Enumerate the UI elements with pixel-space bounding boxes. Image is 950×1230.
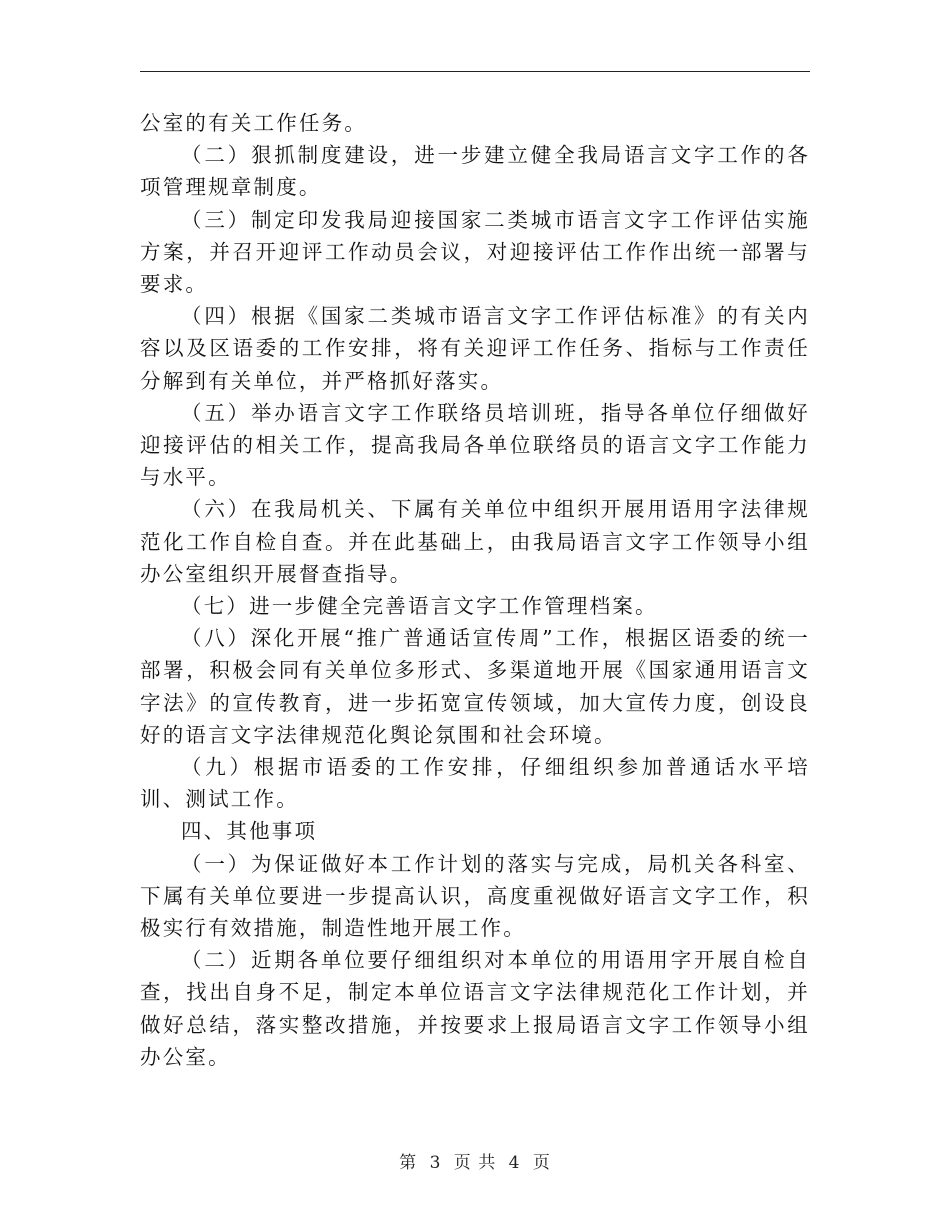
paragraph: （二）狠抓制度建设，进一步建立健全我局语言文字工作的各项管理规章制度。 — [140, 143, 810, 200]
paragraph: （一）为保证做好本工作计划的落实与完成，局机关各科室、下属有关单位要进一步提高认识，高度重视做好语言文字工作，积极实行有效措施，制造性地开展工作。 — [140, 851, 810, 941]
footer-middle: 页 共 — [453, 1153, 497, 1173]
document-body — [140, 107, 810, 1073]
current-page-number: 3 — [429, 1153, 442, 1173]
paragraph: 公室的有关工作任务。 — [140, 111, 367, 135]
paragraph: （四）根据《国家二类城市语言文字工作评估标准》的有关内容以及区语委的工作安排，将有关迎评工作任务、指标与工作责任分解到有关单位，并严格抓好落实。 — [140, 304, 810, 393]
paragraph: （九）根据市语委的工作安排，仔细组织参加普通话水平培训、测试工作。 — [140, 755, 810, 812]
footer-prefix: 第 — [399, 1153, 418, 1173]
paragraph: （三）制定印发我局迎接国家二类城市语言文字工作评估实施方案，并召开迎评工作动员会议，对迎接评估工作作出统一部署与要求。 — [140, 207, 810, 297]
paragraph: （二）近期各单位要仔细组织对本单位的用语用字开展自检自查，找出自身不足，制定本单位语言文字法律规范化工作计划，并做好总结，落实整改措施，并按要求上报局语言文字工作领导小组办公室。 — [140, 948, 810, 1069]
paragraph: （六）在我局机关、下属有关单位中组织开展用语用字法律规范化工作自检自查。并在此基础上，由我局语言文字工作领导小组办公室组织开展督查指导。 — [140, 497, 810, 586]
total-pages-number: 4 — [508, 1153, 521, 1173]
paragraph: （八）深化开展“推广普通话宣传周”工作，根据区语委的统一部署，积极会同有关单位多形式、多渠道地开展《国家通用语言文字法》的宣传教育，进一步拓宽宣传领域，加大宣传力度，创设良好的语言文字法律规范化舆论氛围和社会环境。 — [140, 626, 810, 747]
page-number-footer — [0, 1148, 950, 1173]
footer-suffix: 页 — [532, 1153, 551, 1173]
paragraph: （七）进一步健全完善语言文字工作管理档案。 — [181, 594, 658, 619]
header-rule — [140, 71, 810, 72]
paragraph: （五）举办语言文字工作联络员培训班，指导各单位仔细做好迎接评估的相关工作，提高我局各单位联络员的语言文字工作能力与水平。 — [140, 400, 810, 490]
section-heading: 四、其他事项 — [181, 819, 318, 844]
